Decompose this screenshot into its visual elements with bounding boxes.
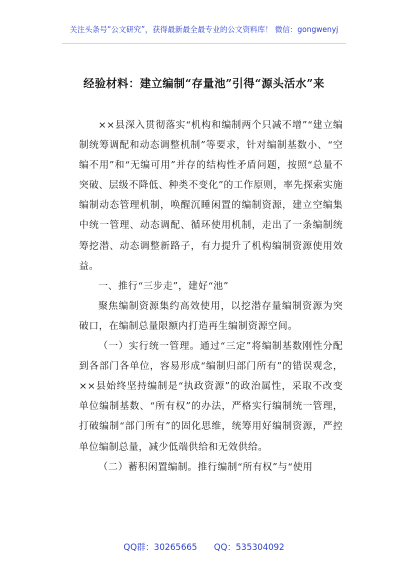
body-paragraph: （二）蓄积闲置编制。推行编制“所有权”与“使用: [98, 461, 313, 473]
document-body: [79, 116, 343, 478]
footer-contact: [0, 541, 408, 553]
section-heading: 一、推行“三步走”，建好“池”: [98, 280, 229, 292]
footer-qq-group: QQ群：30265665: [123, 543, 198, 553]
footer-qq: QQ：535304092: [213, 543, 285, 553]
header-divider: [62, 43, 346, 44]
body-paragraph: ××县深入贯彻落实“机构和编制两个只减不增”“建立编制统筹调配和动态调整机制”等要求，针对编制基数小、“空编不用”和“无编可用”并存的结构性矛盾问题，按照“总量不突破、层级不降低、种类不变化”的工作原则，率先探索实施编制动态管理机制，唤醒沉睡闲置的编制资源，建立空编集中统一管理、动态调配、循环使用机制，走出了一条编制统筹挖潜、动态调整新路子，有力提升了机构编制资源使用效益。: [79, 120, 343, 272]
body-paragraph: 聚焦编制资源集约高效使用，以挖潜存量编制资源为突破口，在编制总量限额内打造再生编制资源空间。: [79, 300, 343, 332]
body-paragraph: （一）实行统一管理。通过“三定”将编制基数刚性分配到各部门各单位，容易形成“编制归部门所有”的错误观念，××县始终坚持编制是“执政资源”的政治属性，采取不改变单位编制基数、“所有权”的办法，严格实行编制统一管理，打破编制“部门所有”的固化思维，统筹用好编制资源，严控单位编制总量，减少低端供给和无效供给。: [79, 341, 343, 453]
header-promo-note: 关注头条号“公文研究”，获得最新最全最专业的公文资料库！ 微信：gongwenyj: [69, 25, 339, 34]
document-title: 经验材料：建立编制“存量池”引得“源头活水”来: [83, 77, 325, 90]
